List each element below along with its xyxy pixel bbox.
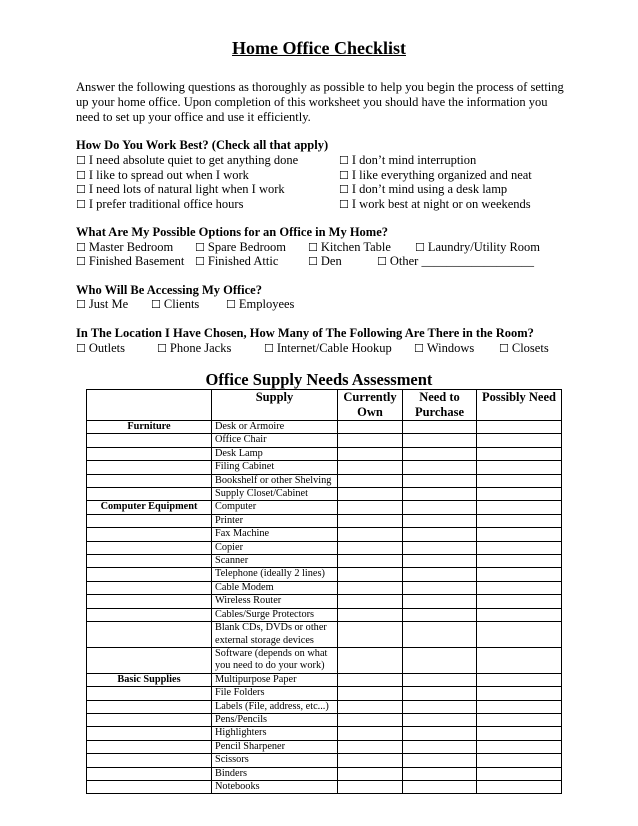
table-row [87,421,562,434]
row-supply: Pencil Sharpener [212,740,338,753]
cell-possibly-need[interactable] [477,595,562,608]
header-need-to-purchase: Need to Purchase [403,390,477,421]
option-label: Just Me [88,297,129,311]
q1-option[interactable] [339,153,476,168]
q4-heading: In The Location I Have Chosen, How Many of The Following Are There in the Room? [76,326,534,340]
row-category [87,713,212,726]
cell-possibly-need[interactable] [477,673,562,686]
q1-option[interactable] [76,153,298,168]
q2-option[interactable] [377,254,534,269]
cell-currently-own[interactable] [338,514,403,527]
option-label: I need lots of natural light when I work [88,182,285,196]
checkbox-icon[interactable]: ☐ [264,342,274,355]
cell-currently-own[interactable] [338,687,403,700]
option-label: I need absolute quiet to get anything done [88,153,299,167]
q3-option[interactable] [76,297,128,312]
cell-currently-own[interactable] [338,474,403,487]
row-category [87,474,212,487]
table-row [87,754,562,767]
cell-currently-own[interactable] [338,713,403,726]
cell-need-to-purchase[interactable] [403,608,477,621]
cell-need-to-purchase[interactable] [403,555,477,568]
cell-currently-own[interactable] [338,647,403,673]
row-supply: Notebooks [212,780,338,793]
row-supply: Labels (File, address, etc...) [212,700,338,713]
cell-possibly-need[interactable] [477,780,562,793]
row-supply: Cables/Surge Protectors [212,608,338,621]
checkbox-icon[interactable]: ☐ [76,255,86,268]
cell-currently-own[interactable] [338,434,403,447]
cell-currently-own[interactable] [338,622,403,648]
row-category [87,568,212,581]
cell-need-to-purchase[interactable] [403,740,477,753]
checkbox-icon[interactable]: ☐ [339,197,349,211]
checkbox-icon[interactable]: ☐ [76,342,86,355]
cell-need-to-purchase[interactable] [403,461,477,474]
header-possibly-need: Possibly Need [477,390,562,421]
cell-currently-own[interactable] [338,421,403,434]
table-row [87,447,562,460]
table-row [87,555,562,568]
row-supply: Cable Modem [212,581,338,594]
option-label: Outlets [88,341,125,355]
table-row [87,541,562,554]
checkbox-icon[interactable]: ☐ [308,255,318,268]
cell-need-to-purchase[interactable] [403,474,477,487]
checkbox-icon[interactable]: ☐ [226,298,236,311]
row-supply: Scissors [212,754,338,767]
cell-need-to-purchase[interactable] [403,514,477,527]
cell-currently-own[interactable] [338,488,403,501]
q2-option[interactable] [76,240,173,255]
q4-option[interactable] [76,341,125,356]
row-supply: Bookshelf or other Shelving [212,474,338,487]
cell-need-to-purchase[interactable] [403,581,477,594]
checkbox-icon[interactable]: ☐ [415,241,425,254]
row-category [87,727,212,740]
cell-possibly-need[interactable] [477,727,562,740]
cell-currently-own[interactable] [338,461,403,474]
row-supply: Office Chair [212,434,338,447]
q4-option[interactable] [414,341,474,356]
cell-currently-own[interactable] [338,740,403,753]
cell-possibly-need[interactable] [477,622,562,648]
cell-need-to-purchase[interactable] [403,727,477,740]
table-row [87,740,562,753]
cell-possibly-need[interactable] [477,528,562,541]
cell-possibly-need[interactable] [477,514,562,527]
row-supply: Desk or Armoire [212,421,338,434]
row-supply: Filing Cabinet [212,461,338,474]
option-label: Internet/Cable Hookup [276,341,392,355]
q3-option[interactable] [226,297,294,312]
row-supply: Computer [212,501,338,514]
row-category [87,461,212,474]
option-label: I work best at night or on weekends [351,196,531,211]
table-row [87,713,562,726]
row-category [87,687,212,700]
cell-possibly-need[interactable] [477,687,562,700]
q4-option[interactable] [499,341,549,356]
checkbox-icon[interactable]: ☐ [499,342,509,355]
option-label: Finished Attic [207,254,279,268]
cell-possibly-need[interactable] [477,447,562,460]
q1-option[interactable] [76,197,243,212]
table-row [87,727,562,740]
table-row [87,700,562,713]
option-label: Phone Jacks [169,341,232,355]
row-supply: Wireless Router [212,595,338,608]
row-category [87,447,212,460]
intro-paragraph: Answer the following questions as thoroughly as possible to help you begin the process of setting up your home office. Upon completion of this worksheet you should have the information you need to set up your office and use it efficiently. [76,80,564,124]
q3-heading: Who Will Be Accessing My Office? [76,283,262,297]
checkbox-icon[interactable]: ☐ [76,197,86,211]
cell-need-to-purchase[interactable] [403,568,477,581]
table-row [87,767,562,780]
cell-currently-own[interactable] [338,608,403,621]
row-supply: Scanner [212,555,338,568]
option-label: I don’t mind using a desk lamp [351,182,508,196]
checkbox-icon[interactable]: ☐ [76,241,86,254]
table-row [87,488,562,501]
cell-need-to-purchase[interactable] [403,647,477,673]
table-row [87,647,562,673]
option-label: Finished Basement [88,254,185,268]
row-supply: Software (depends on what you need to do your work) [212,647,338,673]
cell-need-to-purchase[interactable] [403,767,477,780]
row-category [87,514,212,527]
checkbox-icon[interactable]: ☐ [76,154,86,167]
option-label: Laundry/Utility Room [427,240,541,254]
header-category [87,390,212,421]
cell-currently-own[interactable] [338,528,403,541]
cell-need-to-purchase[interactable] [403,754,477,767]
checkbox-icon[interactable]: ☐ [76,183,86,196]
cell-currently-own[interactable] [338,581,403,594]
table-row [87,622,562,648]
option-label: Master Bedroom [88,240,174,254]
cell-possibly-need[interactable] [477,581,562,594]
row-category [87,434,212,447]
assessment-title: Office Supply Needs Assessment [205,370,433,389]
q1-heading: How Do You Work Best? (Check all that apply) [76,138,329,152]
cell-currently-own[interactable] [338,727,403,740]
supply-table-header [87,390,562,421]
table-row [87,501,562,514]
q1-option[interactable] [339,168,532,183]
page-title: Home Office Checklist [232,38,406,58]
row-supply: Blank CDs, DVDs or other external storage devices [212,622,338,648]
q2-heading: What Are My Possible Options for an Office in My Home? [76,225,389,239]
row-category [87,622,212,648]
cell-possibly-need[interactable] [477,555,562,568]
cell-currently-own[interactable] [338,780,403,793]
cell-possibly-need[interactable] [477,434,562,447]
checkbox-icon[interactable]: ☐ [76,168,86,182]
cell-possibly-need[interactable] [477,740,562,753]
cell-possibly-need[interactable] [477,754,562,767]
row-category [87,488,212,501]
cell-need-to-purchase[interactable] [403,713,477,726]
row-supply: Desk Lamp [212,447,338,460]
header-currently-own: Currently Own [338,390,403,421]
cell-possibly-need[interactable] [477,501,562,514]
checkbox-icon[interactable]: ☐ [339,154,349,167]
cell-possibly-need[interactable] [477,647,562,673]
table-row [87,687,562,700]
cell-need-to-purchase[interactable] [403,622,477,648]
cell-currently-own[interactable] [338,673,403,686]
cell-need-to-purchase[interactable] [403,700,477,713]
option-label: Closets [511,341,549,355]
cell-currently-own[interactable] [338,541,403,554]
row-category [87,608,212,621]
row-category [87,595,212,608]
checkbox-icon[interactable]: ☐ [195,241,205,254]
checkbox-icon[interactable]: ☐ [157,342,167,355]
table-row [87,780,562,793]
row-category [87,528,212,541]
option-label: Other __________________ [389,254,534,268]
row-category [87,700,212,713]
checkbox-icon[interactable]: ☐ [377,255,387,268]
q2-option[interactable] [308,254,342,269]
checkbox-icon[interactable]: ☐ [76,298,86,311]
cell-possibly-need[interactable] [477,700,562,713]
option-label: I like to spread out when I work [88,167,249,182]
cell-need-to-purchase[interactable] [403,501,477,514]
cell-need-to-purchase[interactable] [403,780,477,793]
q2-option[interactable] [195,240,286,255]
cell-currently-own[interactable] [338,754,403,767]
table-row [87,514,562,527]
row-supply: Multipurpose Paper [212,673,338,686]
row-category: Computer Equipment [87,501,212,514]
row-supply: Pens/Pencils [212,713,338,726]
cell-need-to-purchase[interactable] [403,687,477,700]
header-supply: Supply [212,390,338,421]
checkbox-icon[interactable]: ☐ [195,255,205,268]
q4-option[interactable] [264,341,392,356]
row-supply: File Folders [212,687,338,700]
table-row [87,581,562,594]
cell-possibly-need[interactable] [477,608,562,621]
cell-need-to-purchase[interactable] [403,421,477,434]
checkbox-icon[interactable]: ☐ [414,342,424,355]
row-supply: Telephone (ideally 2 lines) [212,568,338,581]
cell-need-to-purchase[interactable] [403,434,477,447]
option-label: I prefer traditional office hours [88,196,244,211]
q1-option[interactable] [76,168,249,183]
cell-need-to-purchase[interactable] [403,541,477,554]
option-label: Employees [238,297,295,311]
cell-need-to-purchase[interactable] [403,528,477,541]
table-row [87,568,562,581]
row-supply: Copier [212,541,338,554]
cell-currently-own[interactable] [338,700,403,713]
cell-need-to-purchase[interactable] [403,673,477,686]
q1-option[interactable] [76,182,285,197]
cell-possibly-need[interactable] [477,474,562,487]
q1-option[interactable] [339,197,531,212]
cell-need-to-purchase[interactable] [403,447,477,460]
table-row [87,434,562,447]
table-row [87,474,562,487]
option-label: Kitchen Table [320,240,391,254]
row-category [87,780,212,793]
row-supply: Printer [212,514,338,527]
supply-table [86,389,562,794]
option-label: Windows [426,341,475,355]
checkbox-icon[interactable]: ☐ [339,183,349,196]
row-category [87,754,212,767]
row-category [87,740,212,753]
cell-possibly-need[interactable] [477,713,562,726]
row-supply: Highlighters [212,727,338,740]
row-category [87,767,212,780]
q1-option[interactable] [339,182,507,197]
cell-currently-own[interactable] [338,501,403,514]
row-supply: Fax Machine [212,528,338,541]
cell-currently-own[interactable] [338,555,403,568]
table-row [87,595,562,608]
row-category [87,555,212,568]
row-category [87,647,212,673]
q2-option[interactable] [76,254,184,269]
cell-currently-own[interactable] [338,447,403,460]
q2-option[interactable] [195,254,278,269]
row-category: Basic Supplies [87,673,212,686]
checkbox-icon[interactable]: ☐ [151,298,161,311]
option-label: I like everything organized and neat [351,167,532,182]
cell-currently-own[interactable] [338,568,403,581]
row-category: Furniture [87,421,212,434]
cell-currently-own[interactable] [338,595,403,608]
cell-currently-own[interactable] [338,767,403,780]
cell-possibly-need[interactable] [477,541,562,554]
cell-possibly-need[interactable] [477,421,562,434]
q2-option[interactable] [415,240,540,255]
row-category [87,541,212,554]
table-row [87,528,562,541]
checkbox-icon[interactable]: ☐ [308,241,318,254]
cell-possibly-need[interactable] [477,767,562,780]
cell-need-to-purchase[interactable] [403,595,477,608]
table-row [87,461,562,474]
cell-possibly-need[interactable] [477,568,562,581]
option-label: I don’t mind interruption [351,153,477,167]
q2-option[interactable] [308,240,391,255]
row-supply: Supply Closet/Cabinet [212,488,338,501]
q4-option[interactable] [157,341,231,356]
cell-need-to-purchase[interactable] [403,488,477,501]
cell-possibly-need[interactable] [477,488,562,501]
option-label: Den [320,254,342,268]
row-category [87,581,212,594]
table-row [87,673,562,686]
option-label: Spare Bedroom [207,240,286,254]
cell-possibly-need[interactable] [477,461,562,474]
table-row [87,608,562,621]
checkbox-icon[interactable]: ☐ [339,168,349,182]
row-supply: Binders [212,767,338,780]
option-label: Clients [163,297,200,311]
q3-option[interactable] [151,297,199,312]
